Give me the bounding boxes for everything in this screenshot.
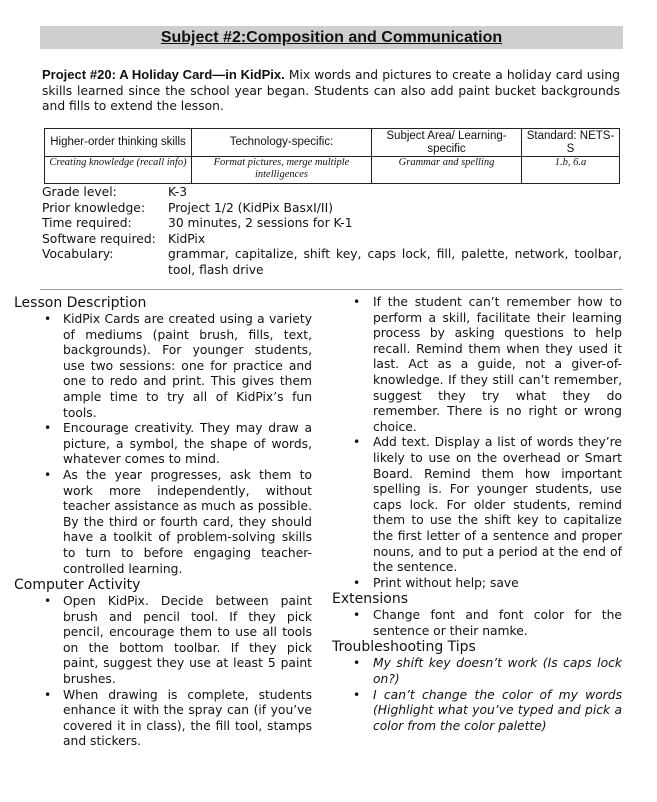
detail-label: Prior knowledge:	[42, 200, 145, 215]
table-header-cell: Higher-order thinking skills	[45, 129, 192, 157]
detail-value: grammar, capitalize, shift key, caps lock, fill, palette, network, toolbar, tool, flash drive	[168, 247, 622, 277]
bullet-icon: •	[44, 467, 52, 482]
detail-value: KidPix	[168, 231, 206, 246]
table-cell: Creating knowledge (recall info)	[45, 157, 192, 184]
lesson-details	[42, 185, 622, 279]
list-item-text: Print without help; save	[373, 575, 519, 590]
list-item	[14, 468, 312, 577]
list-item-text: When drawing is complete, students enhance it with the spray can (if you’ve covered it in class), the fill tool, stamps and stickers.	[63, 687, 312, 749]
table-cell: 1.b, 6.a	[522, 157, 620, 184]
bullet-icon: •	[44, 594, 52, 609]
page-title: Subject #2:Composition and Communication	[160, 29, 503, 46]
detail-row	[42, 247, 622, 278]
list-item	[332, 688, 622, 735]
section-heading-troubleshooting: Troubleshooting Tips	[332, 639, 476, 656]
standards-table	[44, 128, 620, 184]
right-column	[332, 295, 622, 734]
section-heading-computer-activity: Computer Activity	[14, 577, 141, 594]
lesson-description-list	[14, 312, 312, 577]
bullet-icon: •	[353, 656, 361, 671]
bullet-icon: •	[44, 687, 52, 702]
section-heading-lesson-description: Lesson Description	[14, 295, 147, 311]
table-cell: Grammar and spelling	[372, 157, 522, 184]
detail-label: Time required:	[42, 216, 132, 231]
detail-row	[42, 185, 622, 201]
section-divider	[40, 289, 622, 290]
list-item-text: As the year progresses, ask them to work more independently, without teacher assistance as much as possible. By the third or fourth card, they should have a toolkit of problem-solving skills to turn to before engaging teacher-controlled learning.	[63, 467, 312, 576]
project-intro	[42, 67, 620, 115]
page-title-bar	[40, 26, 623, 49]
table-cell: Format pictures, merge multiple intelligences	[192, 157, 372, 184]
left-column	[14, 295, 312, 750]
list-item-text: Change font and font color for the sentence or their namke.	[373, 608, 622, 638]
detail-row	[42, 232, 622, 248]
list-item	[14, 688, 312, 750]
list-item	[14, 421, 312, 468]
bullet-icon: •	[44, 421, 52, 436]
table-row	[45, 157, 620, 184]
project-name: Project #20: A Holiday Card—in KidPix.	[42, 67, 285, 82]
detail-value: Project 1/2 (KidPix BasxI/II)	[168, 200, 333, 215]
list-item	[332, 608, 622, 639]
list-item-text: Encourage creativity. They may draw a picture, a symbol, the shape of words, whatever comes to mind.	[63, 421, 312, 467]
detail-row	[42, 201, 622, 217]
list-item-text: If the student can’t remember how to perform a skill, facilitate their learning process by asking questions to help recall. Remind them when they used it last. Act as a guide, not a giver-of-knowledge. If they still can’t remember, suggest they try what they do remember. There is no right or wrong choice.	[373, 295, 622, 434]
detail-label: Software required:	[42, 231, 156, 246]
table-header-cell: Technology-specific:	[192, 129, 372, 157]
detail-label: Grade level:	[42, 185, 117, 199]
table-header-cell: Subject Area/ Learning-specific	[372, 129, 522, 157]
detail-label: Vocabulary:	[42, 247, 114, 262]
list-item-text: Open KidPix. Decide between paint brush and pencil tool. If they pick pencil, encourage them to use all tools on the bottom toolbar. If they pick paint, suggest they use at least 5 paint brushes.	[63, 594, 312, 687]
bullet-icon: •	[353, 295, 361, 309]
list-item-text: I can’t change the color of my words (Highlight what you’ve typed and pick a color from the color palette)	[373, 687, 622, 733]
list-item	[332, 435, 622, 575]
list-item	[14, 312, 312, 421]
list-item	[332, 656, 622, 687]
section-heading-extensions: Extensions	[332, 591, 409, 608]
bullet-icon: •	[44, 312, 52, 326]
detail-value: K-3	[168, 185, 188, 199]
detail-row	[42, 216, 622, 232]
troubleshooting-list	[332, 656, 622, 734]
list-item-text: KidPix Cards are created using a variety of mediums (paint brush, fills, text, backgrounds). For younger students, use two sessions: one for practice and one to redo and print. This gives them ample time to try all of KidPix’s fun tools.	[63, 312, 312, 420]
detail-value: 30 minutes, 2 sessions for K-1	[168, 216, 353, 231]
project-description: Mix words and pictures to create a holiday card using skills learned since the school year began. Students can also add paint bucket backgrounds and fills to extend the lesson.	[42, 68, 620, 114]
list-item-text: Add text. Display a list of words they’re likely to use on the overhead or Smart Board. Remind them how important spelling is. For younger students, use caps lock. For older students, remind them to use the shift key to capitalize the first letter of a sentence and proper nouns, and to put a period at the end of the sentence.	[373, 435, 622, 575]
extensions-list	[332, 608, 622, 639]
list-item-text: My shift key doesn’t work (Is caps lock on?)	[373, 656, 622, 687]
table-header-row	[45, 129, 620, 157]
bullet-icon: •	[353, 435, 361, 450]
bullet-icon: •	[353, 575, 361, 590]
bullet-icon: •	[353, 608, 361, 623]
table-header-cell: Standard: NETS-S	[522, 129, 620, 157]
computer-activity-list	[14, 594, 312, 750]
list-item	[332, 576, 622, 592]
list-item	[332, 295, 622, 435]
list-item	[14, 594, 312, 688]
bullet-icon: •	[353, 687, 361, 702]
computer-activity-continued-list	[332, 295, 622, 591]
